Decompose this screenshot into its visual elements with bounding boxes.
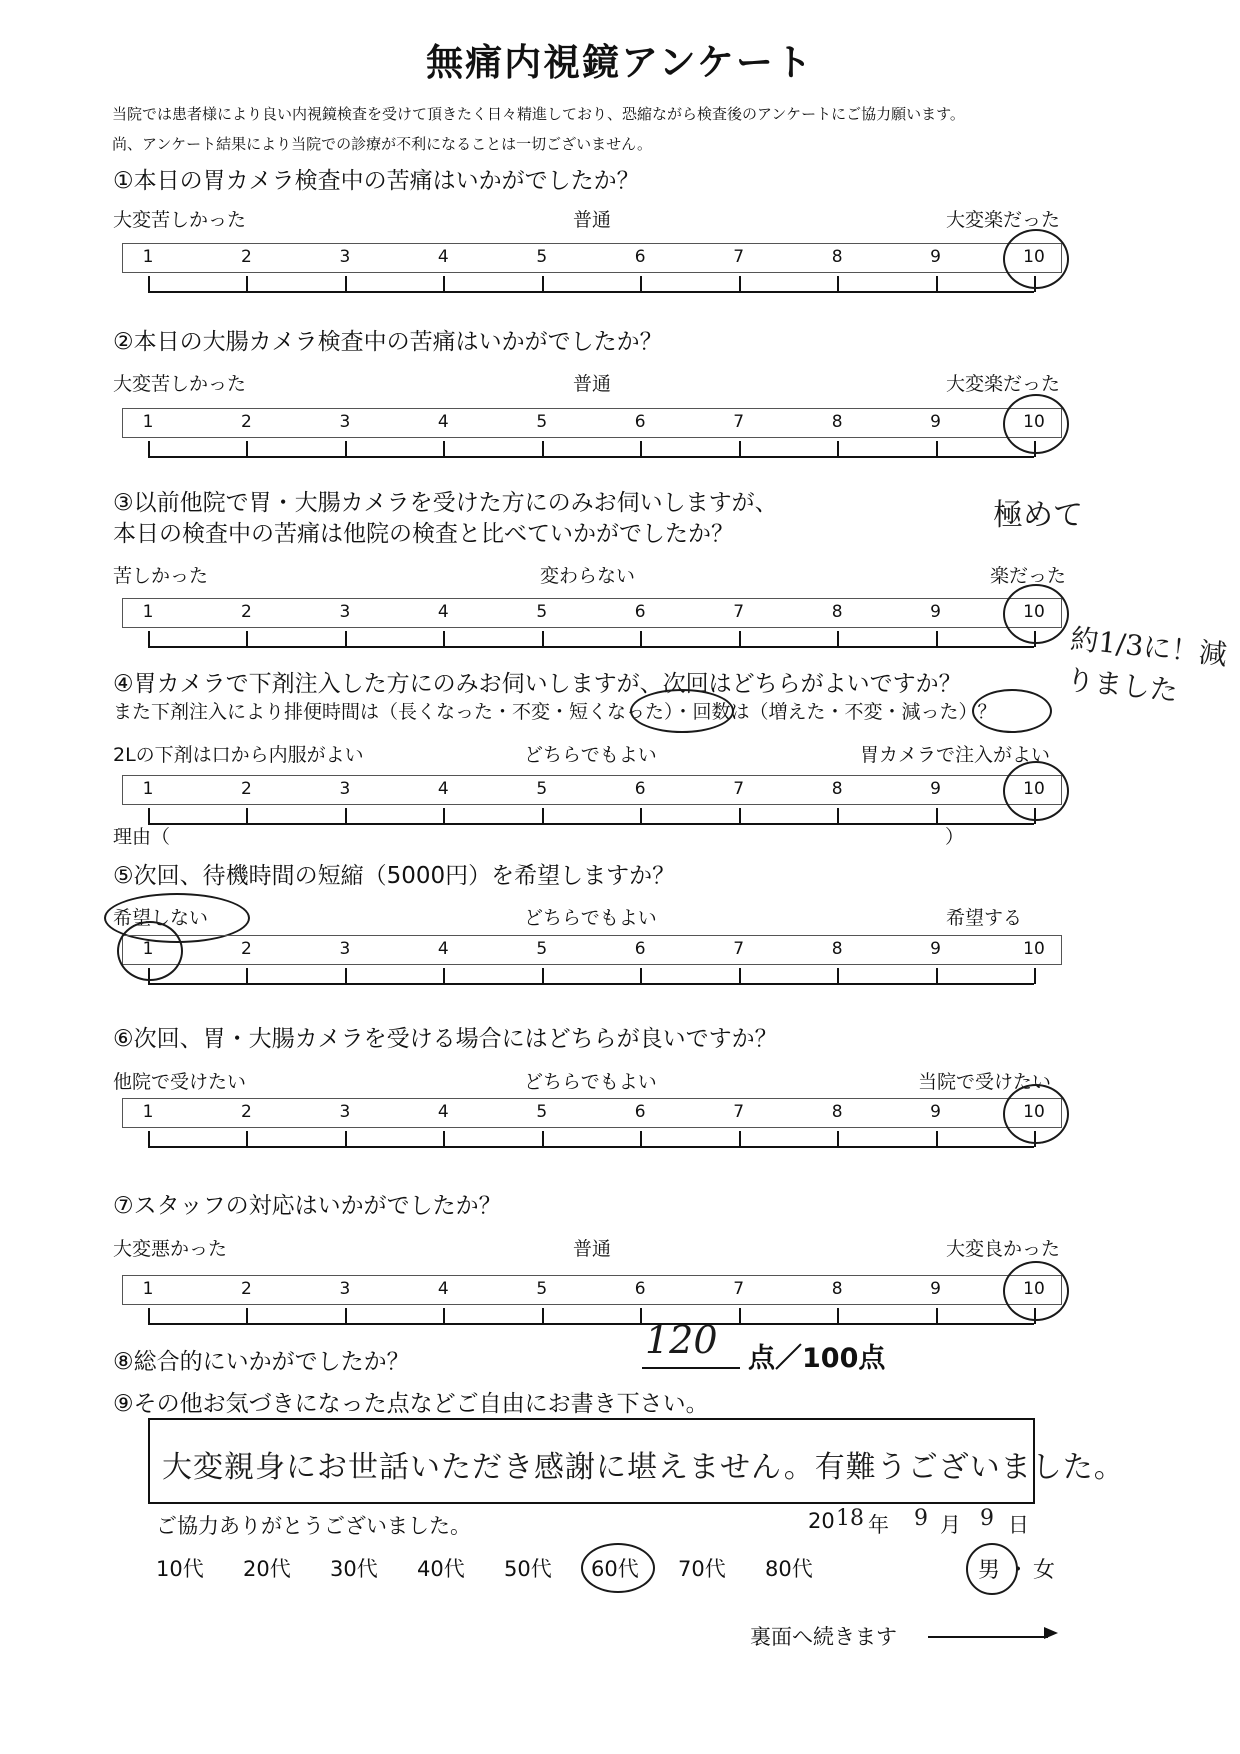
scale-number-box — [122, 1275, 1062, 1305]
scale-option-7[interactable]: 7 — [733, 1279, 745, 1299]
age-option-40代[interactable]: 40代 — [417, 1557, 465, 1581]
scale-option-4[interactable]: 4 — [437, 247, 449, 267]
gender-separator: ・ — [1007, 1558, 1030, 1583]
scale-tick — [936, 631, 938, 647]
scale-option-2[interactable]: 2 — [241, 1279, 252, 1299]
scale-number-box — [122, 243, 1062, 273]
scale-tick — [739, 1308, 741, 1324]
scale-option-5[interactable]: 5 — [536, 939, 548, 959]
scale-option-1[interactable]: 1 — [142, 779, 154, 799]
scale-option-8[interactable]: 8 — [831, 779, 843, 799]
scale-tick — [345, 631, 347, 647]
question-3-text-line-1: ③以前他院で胃・大腸カメラを受けた方にのみお伺いしますが、 — [113, 490, 778, 516]
q9-comment-box[interactable] — [148, 1418, 1125, 1504]
scale-option-2[interactable]: 2 — [241, 779, 252, 799]
scale-option-9[interactable]: 9 — [930, 602, 941, 622]
question-6-text: ⑥次回、胃・大腸カメラを受ける場合にはどちらが良いですか？ — [113, 1026, 778, 1052]
scale-tick — [640, 1308, 642, 1324]
q5-left-label: 希望しない — [113, 907, 209, 929]
scale-option-5[interactable]: 5 — [536, 602, 548, 622]
scale-tick — [246, 441, 248, 457]
gender-female[interactable]: 女 — [1033, 1558, 1056, 1583]
q4-reason-label: 理由（ — [113, 826, 171, 848]
scale-option-7[interactable]: 7 — [733, 779, 745, 799]
scale-option-2[interactable]: 2 — [241, 412, 252, 432]
scale-option-9[interactable]: 9 — [930, 412, 941, 432]
date-year-label: 年 — [868, 1513, 889, 1537]
scale-tick — [936, 1308, 938, 1324]
scale-tick — [443, 968, 445, 984]
scale-option-6[interactable]: 6 — [634, 247, 646, 267]
scale-tick — [443, 1308, 445, 1324]
q4-mid-label: どちらでもよい — [524, 744, 657, 766]
scale-tick — [542, 276, 544, 292]
scale-tick — [246, 808, 248, 824]
selected-rating-circle — [1003, 1261, 1069, 1321]
date-month: 9 — [914, 1506, 928, 1531]
date-year: 18 — [836, 1506, 864, 1531]
scale-number-box — [122, 775, 1062, 805]
scale-option-4[interactable]: 4 — [437, 939, 449, 959]
scale-option-5[interactable]: 5 — [536, 779, 548, 799]
question-4-subtext: また下剤注入により排便時間は（長くなった・不変・短くなった）・回数は（増えた・不変・減った）？ — [113, 701, 997, 723]
scale-line — [148, 291, 1034, 293]
scale-tick — [345, 808, 347, 824]
scale-option-9[interactable]: 9 — [930, 939, 941, 959]
gender-choice-circle — [966, 1543, 1018, 1595]
scale-tick — [148, 1308, 150, 1324]
scale-tick — [542, 1308, 544, 1324]
scale-line — [148, 1146, 1034, 1148]
scale-tick — [739, 276, 741, 292]
scale-tick — [640, 968, 642, 984]
scale-tick — [936, 968, 938, 984]
q1-right-label: 大変楽だった — [946, 209, 1061, 231]
scale-tick — [345, 276, 347, 292]
scale-tick — [148, 631, 150, 647]
question-7-text: ⑦スタッフの対応はいかがでしたか？ — [113, 1193, 502, 1219]
scale-option-2[interactable]: 2 — [241, 1102, 252, 1122]
scale-tick — [148, 1131, 150, 1147]
q3-left-label: 苦しかった — [113, 565, 209, 587]
scale-tick — [640, 808, 642, 824]
continue-arrow-line — [928, 1636, 1048, 1638]
scale-tick — [837, 631, 839, 647]
scale-tick — [148, 808, 150, 824]
scale-tick — [443, 276, 445, 292]
scale-option-10[interactable]: 10 — [1023, 247, 1045, 267]
scale-tick — [837, 1131, 839, 1147]
scale-option-9[interactable]: 9 — [930, 1279, 941, 1299]
scale-tick — [246, 276, 248, 292]
scale-tick — [148, 276, 150, 292]
scale-option-2[interactable]: 2 — [241, 247, 252, 267]
scale-option-10[interactable]: 10 — [1023, 779, 1045, 799]
scale-tick — [739, 968, 741, 984]
scale-option-9[interactable]: 9 — [930, 247, 941, 267]
scale-option-4[interactable]: 4 — [437, 1102, 449, 1122]
q6-left-label: 他院で受けたい — [113, 1071, 247, 1093]
arrow-right-icon — [1044, 1627, 1058, 1639]
scale-option-5[interactable]: 5 — [536, 1279, 548, 1299]
scale-option-6[interactable]: 6 — [634, 602, 646, 622]
scale-tick — [640, 441, 642, 457]
date-day: 9 — [980, 1506, 994, 1531]
age-option-60代[interactable]: 60代 — [591, 1557, 639, 1581]
q2-left-label: 大変苦しかった — [113, 373, 247, 395]
selected-rating-circle — [1003, 761, 1069, 821]
q8-score-underline — [642, 1367, 740, 1369]
scale-option-4[interactable]: 4 — [437, 602, 449, 622]
scale-tick — [246, 968, 248, 984]
scale-option-6[interactable]: 6 — [634, 412, 646, 432]
scale-tick — [246, 1131, 248, 1147]
scale-option-3[interactable]: 3 — [339, 1102, 351, 1122]
scale-option-3[interactable]: 3 — [339, 247, 351, 267]
scale-option-10[interactable]: 10 — [1023, 939, 1045, 959]
scale-option-9[interactable]: 9 — [930, 1102, 941, 1122]
scale-tick — [443, 1131, 445, 1147]
scale-option-1[interactable]: 1 — [142, 1102, 154, 1122]
page-title: 無痛内視鏡アンケート — [426, 41, 814, 84]
question-5-text: ⑤次回、待機時間の短縮（5000円）を希望しますか？ — [113, 863, 676, 889]
age-option-30代[interactable]: 30代 — [330, 1557, 378, 1581]
scale-option-7[interactable]: 7 — [733, 247, 745, 267]
scale-line — [148, 1323, 1034, 1325]
scale-tick — [837, 968, 839, 984]
scale-option-8[interactable]: 8 — [831, 1279, 843, 1299]
continue-overleaf-text: 裏面へ続きます — [750, 1625, 897, 1649]
scale-option-5[interactable]: 5 — [536, 247, 548, 267]
scale-option-8[interactable]: 8 — [831, 602, 843, 622]
date-day-label: 日 — [1008, 1513, 1029, 1537]
scale-option-3[interactable]: 3 — [339, 1279, 351, 1299]
scale-option-8[interactable]: 8 — [831, 1102, 843, 1122]
question-2-text: ②本日の大腸カメラ検査中の苦痛はいかがでしたか？ — [113, 329, 663, 355]
scale-number-box — [122, 408, 1062, 438]
question-9-text: ⑨その他お気づきになった点などご自由にお書き下さい。 — [113, 1391, 709, 1417]
question-3-text-line-2: 本日の検査中の苦痛は他院の検査と比べていかがでしたか？ — [113, 521, 734, 547]
scale-tick — [936, 441, 938, 457]
age-option-50代[interactable]: 50代 — [504, 1557, 552, 1581]
date-month-label: 月 — [940, 1513, 961, 1537]
scale-tick — [837, 441, 839, 457]
scale-tick — [739, 808, 741, 824]
scale-option-10[interactable]: 10 — [1023, 1102, 1045, 1122]
scale-tick — [837, 808, 839, 824]
scale-option-1[interactable]: 1 — [142, 939, 154, 959]
q3-right-label: 楽だった — [990, 565, 1067, 587]
scale-option-4[interactable]: 4 — [437, 412, 449, 432]
scale-tick — [345, 1308, 347, 1324]
scale-tick — [640, 1131, 642, 1147]
scale-line — [148, 983, 1034, 985]
q5-right-label: 希望する — [946, 907, 1023, 929]
scale-tick — [640, 276, 642, 292]
q4-left-label: 2Lの下剤は口から内服がよい — [113, 744, 364, 766]
scale-option-4[interactable]: 4 — [437, 1279, 449, 1299]
scale-option-7[interactable]: 7 — [733, 412, 745, 432]
q8-score-suffix: 点／100点 — [748, 1343, 886, 1374]
question-1-text: ①本日の胃カメラ検査中の苦痛はいかがでしたか？ — [113, 168, 640, 194]
scale-tick — [542, 1131, 544, 1147]
q3-handwritten-note: 極めて — [993, 498, 1083, 533]
scale-option-2[interactable]: 2 — [241, 602, 252, 622]
thanks-text: ご協力ありがとうございました。 — [156, 1514, 471, 1538]
scale-option-1[interactable]: 1 — [142, 602, 154, 622]
scale-tick — [542, 808, 544, 824]
scale-number-box — [122, 1098, 1062, 1128]
q5-mid-label: どちらでもよい — [524, 907, 657, 929]
scale-option-4[interactable]: 4 — [437, 779, 449, 799]
scale-option-3[interactable]: 3 — [339, 602, 351, 622]
scale-line — [148, 646, 1034, 648]
scale-tick — [739, 1131, 741, 1147]
scale-tick — [1034, 968, 1036, 984]
q1-left-label: 大変苦しかった — [113, 209, 247, 231]
q6-mid-label: どちらでもよい — [524, 1071, 657, 1093]
scale-tick — [837, 1308, 839, 1324]
scale-option-5[interactable]: 5 — [536, 412, 548, 432]
scale-option-7[interactable]: 7 — [733, 602, 745, 622]
scale-option-3[interactable]: 3 — [339, 779, 351, 799]
scale-tick — [837, 276, 839, 292]
scale-option-6[interactable]: 6 — [634, 939, 646, 959]
age-option-10代[interactable]: 10代 — [156, 1557, 204, 1581]
scale-tick — [443, 631, 445, 647]
scale-option-6[interactable]: 6 — [634, 779, 646, 799]
q4-choice-circle-decreased — [972, 689, 1052, 733]
scale-tick — [542, 441, 544, 457]
scale-tick — [443, 808, 445, 824]
q4-handwritten-note: 約1/3に！減りました — [1064, 622, 1229, 708]
scale-tick — [640, 631, 642, 647]
selected-rating-circle — [1003, 1084, 1069, 1144]
age-choice-circle — [581, 1543, 655, 1593]
scale-option-7[interactable]: 7 — [733, 939, 745, 959]
q2-mid-label: 普通 — [573, 373, 612, 395]
scale-tick — [443, 441, 445, 457]
intro-line-2: 尚、アンケート結果により当院での診療が不利になることは一切ございません。 — [112, 135, 653, 153]
scale-tick — [739, 631, 741, 647]
question-8-text: ⑧総合的にいかがでしたか？ — [113, 1349, 410, 1375]
scale-tick — [246, 631, 248, 647]
gender-male[interactable]: 男 — [978, 1558, 1001, 1583]
scale-number-box — [122, 935, 1062, 965]
q7-left-label: 大変悪かった — [113, 1238, 228, 1260]
scale-tick — [345, 441, 347, 457]
scale-option-1[interactable]: 1 — [142, 247, 154, 267]
scale-tick — [542, 631, 544, 647]
q9-comment-text: 大変親身にお世話いただき感謝に堪えません。有難うございました。 — [162, 1450, 1125, 1485]
scale-option-8[interactable]: 8 — [831, 939, 843, 959]
selected-rating-circle — [1003, 229, 1069, 289]
q3-mid-label: 変わらない — [540, 565, 636, 587]
scale-option-8[interactable]: 8 — [831, 247, 843, 267]
selected-rating-circle — [117, 921, 183, 981]
scale-number-box — [122, 598, 1062, 628]
q6-right-label: 当院で受けたい — [918, 1071, 1052, 1093]
age-option-80代[interactable]: 80代 — [765, 1557, 813, 1581]
scale-tick — [936, 276, 938, 292]
q2-right-label: 大変楽だった — [946, 373, 1061, 395]
q7-mid-label: 普通 — [573, 1238, 612, 1260]
scale-option-2[interactable]: 2 — [241, 939, 252, 959]
scale-option-9[interactable]: 9 — [930, 779, 941, 799]
scale-option-1[interactable]: 1 — [142, 1279, 154, 1299]
scale-option-3[interactable]: 3 — [339, 412, 351, 432]
scale-option-8[interactable]: 8 — [831, 412, 843, 432]
q1-mid-label: 普通 — [573, 209, 612, 231]
scale-tick — [345, 1131, 347, 1147]
scale-option-10[interactable]: 10 — [1023, 1279, 1045, 1299]
question-4-text: ④胃カメラで下剤注入した方にのみお伺いしますが、次回はどちらがよいですか？ — [113, 671, 962, 697]
scale-tick — [936, 808, 938, 824]
scale-option-10[interactable]: 10 — [1023, 602, 1045, 622]
scale-option-3[interactable]: 3 — [339, 939, 351, 959]
q4-choice-circle-shortened — [630, 689, 734, 733]
scale-option-5[interactable]: 5 — [536, 1102, 548, 1122]
scale-option-6[interactable]: 6 — [634, 1279, 646, 1299]
scale-line — [148, 823, 1034, 825]
q4-right-label: 胃カメラで注入がよい — [860, 744, 1051, 766]
scale-tick — [345, 968, 347, 984]
scale-tick — [739, 441, 741, 457]
selected-rating-circle — [1003, 584, 1069, 644]
scale-tick — [542, 968, 544, 984]
q7-right-label: 大変良かった — [946, 1238, 1061, 1260]
date-prefix: 20 — [808, 1509, 835, 1533]
scale-tick — [148, 441, 150, 457]
intro-line-1: 当院では患者様により良い内視鏡検査を受けて頂きたく日々精進しており、恐縮ながら検査後のアンケートにご協力願います。 — [112, 105, 965, 123]
scale-tick — [246, 1308, 248, 1324]
scale-tick — [936, 1131, 938, 1147]
q4-reason-close: ） — [945, 826, 965, 848]
scale-option-7[interactable]: 7 — [733, 1102, 745, 1122]
age-option-20代[interactable]: 20代 — [243, 1557, 291, 1581]
scale-option-6[interactable]: 6 — [634, 1102, 646, 1122]
selected-rating-circle — [1003, 394, 1069, 454]
scale-line — [148, 456, 1034, 458]
age-option-70代[interactable]: 70代 — [678, 1557, 726, 1581]
q8-score: 120 — [645, 1318, 718, 1362]
scale-option-1[interactable]: 1 — [142, 412, 154, 432]
scale-option-10[interactable]: 10 — [1023, 412, 1045, 432]
